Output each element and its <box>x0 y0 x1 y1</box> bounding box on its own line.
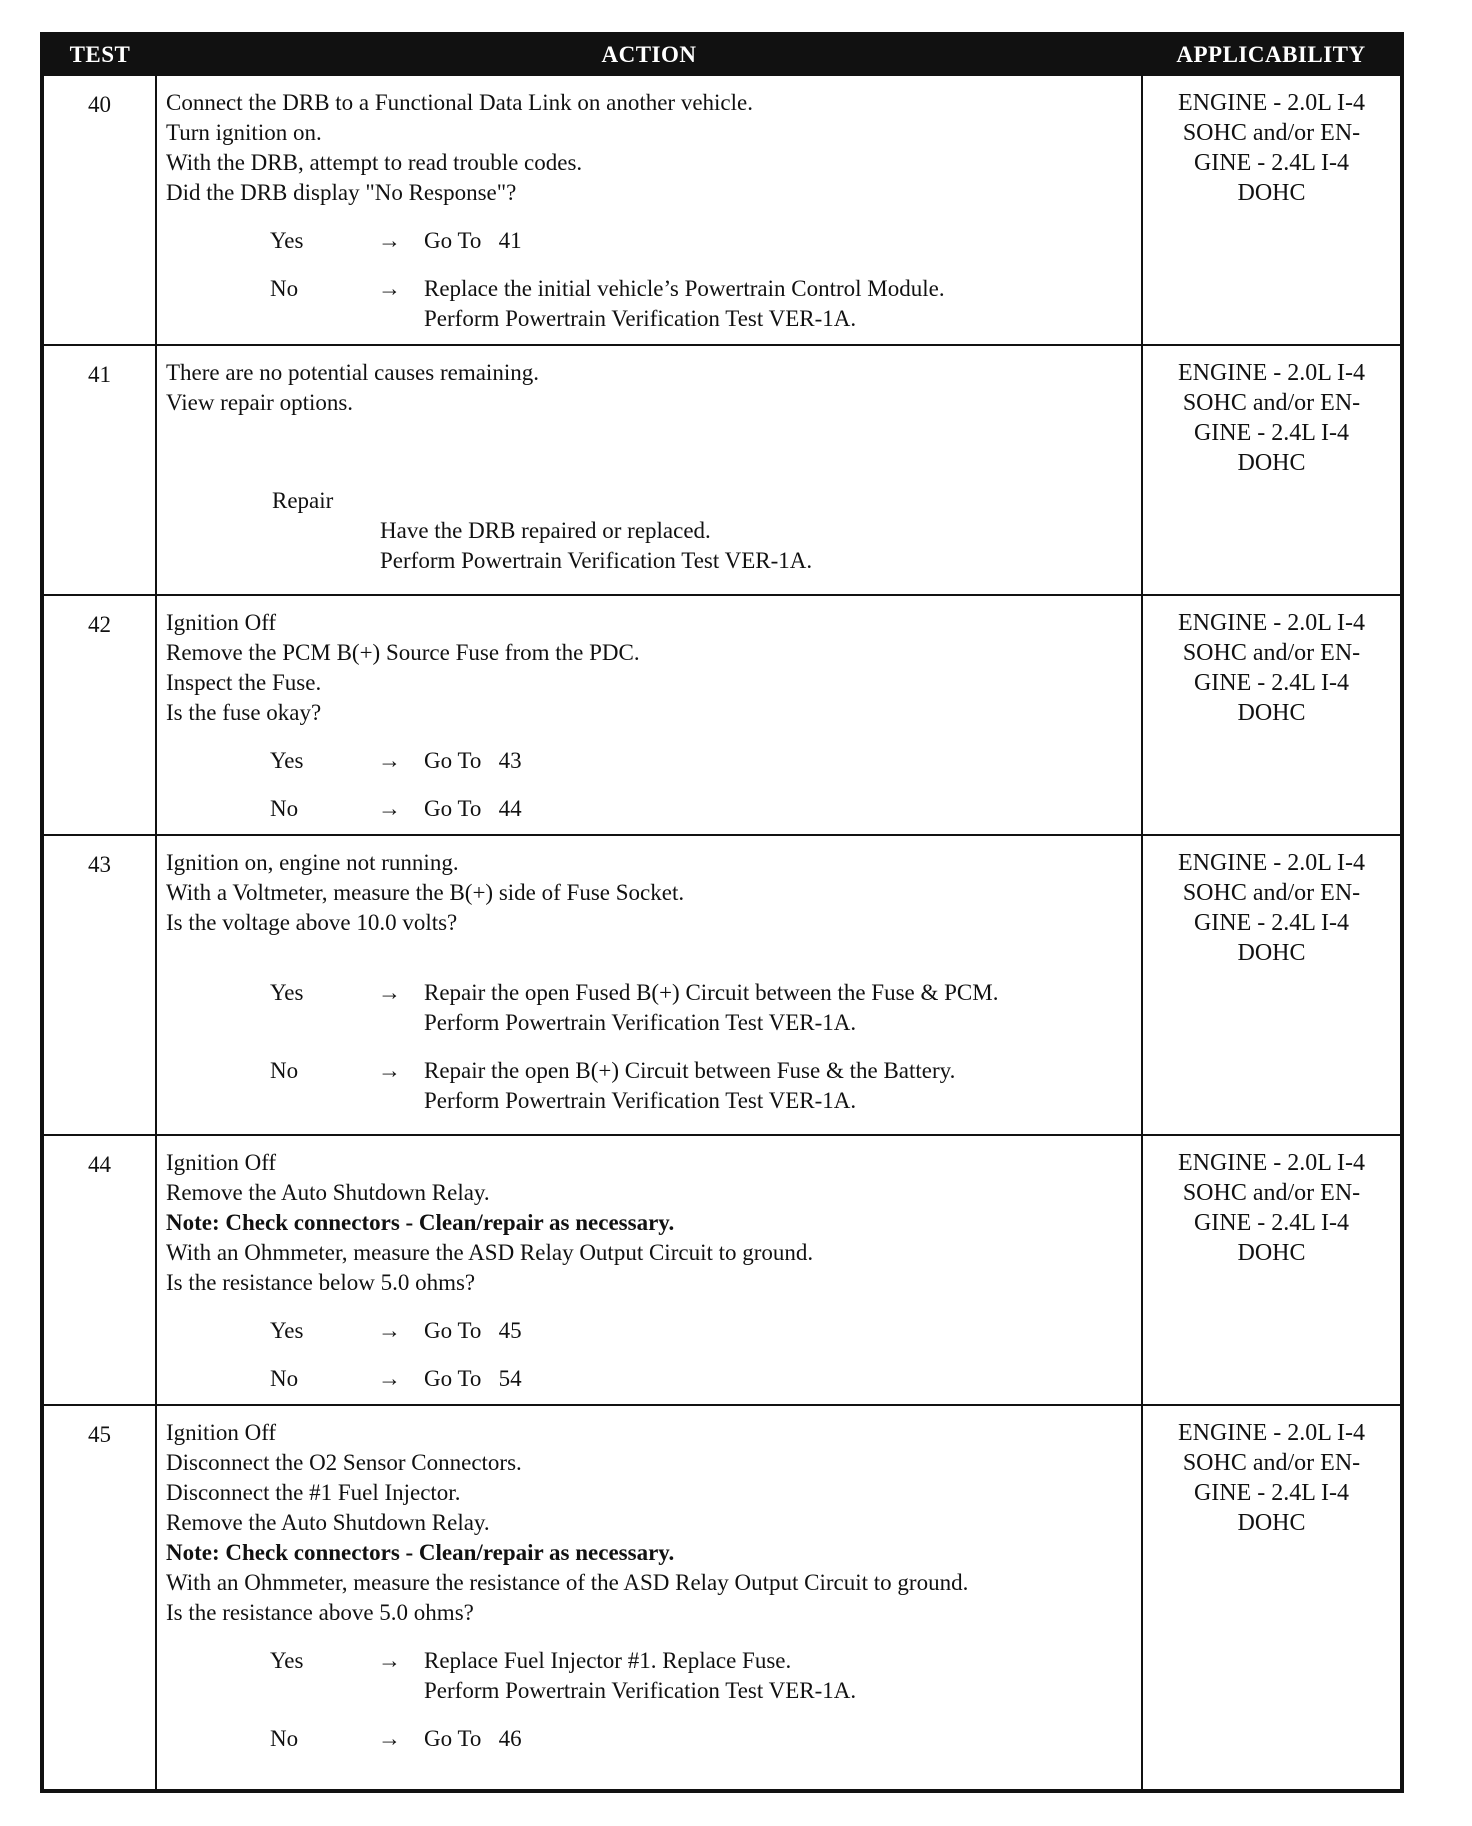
no-branch <box>270 794 1135 824</box>
yes-result: Replace Fuel Injector #1. Replace Fuse. Perform Powertrain Verification Test VER-1A. <box>424 1648 857 1703</box>
no-result: Go To 46 <box>424 1726 522 1751</box>
yes-branch <box>270 226 1135 256</box>
action-cell <box>156 595 1142 835</box>
action-cell <box>156 75 1142 345</box>
applicability-cell: ENGINE - 2.0L I-4 SOHC and/or EN- GINE - 2.4L I-4 DOHC <box>1142 1135 1402 1405</box>
yes-branch <box>270 1646 1135 1706</box>
table-row <box>42 1135 1402 1405</box>
arrow-icon: → <box>378 276 401 301</box>
action-cell <box>156 835 1142 1135</box>
repair-line: Perform Powertrain Verification Test VER-1A. <box>380 548 813 573</box>
arrow-icon: → <box>378 796 401 821</box>
yes-result: Go To 41 <box>424 228 522 253</box>
action-line: Remove the PCM B(+) Source Fuse from the PDC. <box>166 640 640 665</box>
arrow-icon: → <box>378 748 401 773</box>
action-cell <box>156 345 1142 595</box>
yes-result: Repair the open Fused B(+) Circuit between the Fuse & PCM. Perform Powertrain Verification Test VER-1A. <box>424 980 999 1035</box>
test-number: 43 <box>42 835 156 1135</box>
no-label: No <box>270 796 299 821</box>
no-branch <box>270 1056 1135 1116</box>
applicability-cell: ENGINE - 2.0L I-4 SOHC and/or EN- GINE - 2.4L I-4 DOHC <box>1142 595 1402 835</box>
no-label: No <box>270 1726 299 1751</box>
no-branch <box>270 1724 1135 1754</box>
action-line: Connect the DRB to a Functional Data Link on another vehicle. <box>166 90 753 115</box>
no-branch <box>270 1364 1135 1394</box>
arrow-icon: → <box>378 1058 401 1083</box>
yes-branch <box>270 1316 1135 1346</box>
action-line: View repair options. <box>166 390 354 415</box>
table-row <box>42 345 1402 595</box>
action-line: Inspect the Fuse. <box>166 670 322 695</box>
table-row <box>42 1405 1402 1791</box>
action-line: Remove the Auto Shutdown Relay. <box>166 1180 490 1205</box>
yes-label: Yes <box>270 1648 304 1673</box>
action-line: With a Voltmeter, measure the B(+) side of Fuse Socket. <box>166 880 685 905</box>
yes-result: Go To 45 <box>424 1318 522 1343</box>
column-header-test: TEST <box>42 34 156 75</box>
action-line: Ignition Off <box>166 610 277 635</box>
applicability-cell: ENGINE - 2.0L I-4 SOHC and/or EN- GINE - 2.4L I-4 DOHC <box>1142 1405 1402 1791</box>
note-text: Note: Check connectors - Clean/repair as necessary. <box>166 1210 675 1235</box>
yes-label: Yes <box>270 748 304 773</box>
no-label: No <box>270 1058 299 1083</box>
arrow-icon: → <box>378 1366 401 1391</box>
action-line: Disconnect the #1 Fuel Injector. <box>166 1480 461 1505</box>
action-line: With an Ohmmeter, measure the resistance of the ASD Relay Output Circuit to ground. <box>166 1570 969 1595</box>
arrow-icon: → <box>378 1648 401 1673</box>
table-row <box>42 595 1402 835</box>
action-line: With an Ohmmeter, measure the ASD Relay Output Circuit to ground. <box>166 1240 814 1265</box>
applicability-cell: ENGINE - 2.0L I-4 SOHC and/or EN- GINE - 2.4L I-4 DOHC <box>1142 75 1402 345</box>
no-label: No <box>270 1366 299 1391</box>
no-label: No <box>270 276 299 301</box>
yes-branch <box>270 978 1135 1038</box>
action-line: Ignition Off <box>166 1420 277 1445</box>
yes-branch <box>270 746 1135 776</box>
applicability-cell: ENGINE - 2.0L I-4 SOHC and/or EN- GINE - 2.4L I-4 DOHC <box>1142 835 1402 1135</box>
action-line: Did the DRB display "No Response"? <box>166 180 517 205</box>
test-number: 41 <box>42 345 156 595</box>
action-line: There are no potential causes remaining. <box>166 360 539 385</box>
action-line: Is the voltage above 10.0 volts? <box>166 910 458 935</box>
no-result: Go To 44 <box>424 796 522 821</box>
column-header-applicability: APPLICABILITY <box>1142 34 1402 75</box>
action-line: Ignition on, engine not running. <box>166 850 459 875</box>
applicability-cell: ENGINE - 2.0L I-4 SOHC and/or EN- GINE - 2.4L I-4 DOHC <box>1142 345 1402 595</box>
action-line: Is the resistance below 5.0 ohms? <box>166 1270 476 1295</box>
diagnostic-table <box>40 32 1404 1793</box>
no-branch <box>270 274 1135 334</box>
table-row <box>42 75 1402 345</box>
action-line: With the DRB, attempt to read trouble codes. <box>166 150 583 175</box>
column-header-action: ACTION <box>156 34 1142 75</box>
no-result: Go To 54 <box>424 1366 522 1391</box>
action-line: Turn ignition on. <box>166 120 322 145</box>
yes-label: Yes <box>270 1318 304 1343</box>
test-number: 44 <box>42 1135 156 1405</box>
arrow-icon: → <box>378 980 401 1005</box>
repair-line: Have the DRB repaired or replaced. <box>380 518 711 543</box>
note-text: Note: Check connectors - Clean/repair as necessary. <box>166 1540 675 1565</box>
action-cell <box>156 1405 1142 1791</box>
no-result: Repair the open B(+) Circuit between Fuse & the Battery. Perform Powertrain Verification Test VER-1A. <box>424 1058 956 1113</box>
yes-label: Yes <box>270 228 304 253</box>
table-row <box>42 835 1402 1135</box>
test-number: 40 <box>42 75 156 345</box>
action-line: Ignition Off <box>166 1150 277 1175</box>
yes-result: Go To 43 <box>424 748 522 773</box>
arrow-icon: → <box>378 1726 401 1751</box>
test-number: 45 <box>42 1405 156 1791</box>
action-line: Is the resistance above 5.0 ohms? <box>166 1600 474 1625</box>
action-cell <box>156 1135 1142 1405</box>
arrow-icon: → <box>378 228 401 253</box>
table-header-row <box>42 34 1402 75</box>
diagnostic-table-page <box>40 32 1400 1793</box>
repair-label: Repair <box>272 488 334 513</box>
arrow-icon: → <box>378 1318 401 1343</box>
action-line: Is the fuse okay? <box>166 700 322 725</box>
no-result: Replace the initial vehicle’s Powertrain Control Module. Perform Powertrain Verification Test VER-1A. <box>424 276 945 331</box>
yes-label: Yes <box>270 980 304 1005</box>
action-line: Remove the Auto Shutdown Relay. <box>166 1510 490 1535</box>
test-number: 42 <box>42 595 156 835</box>
action-line: Disconnect the O2 Sensor Connectors. <box>166 1450 522 1475</box>
